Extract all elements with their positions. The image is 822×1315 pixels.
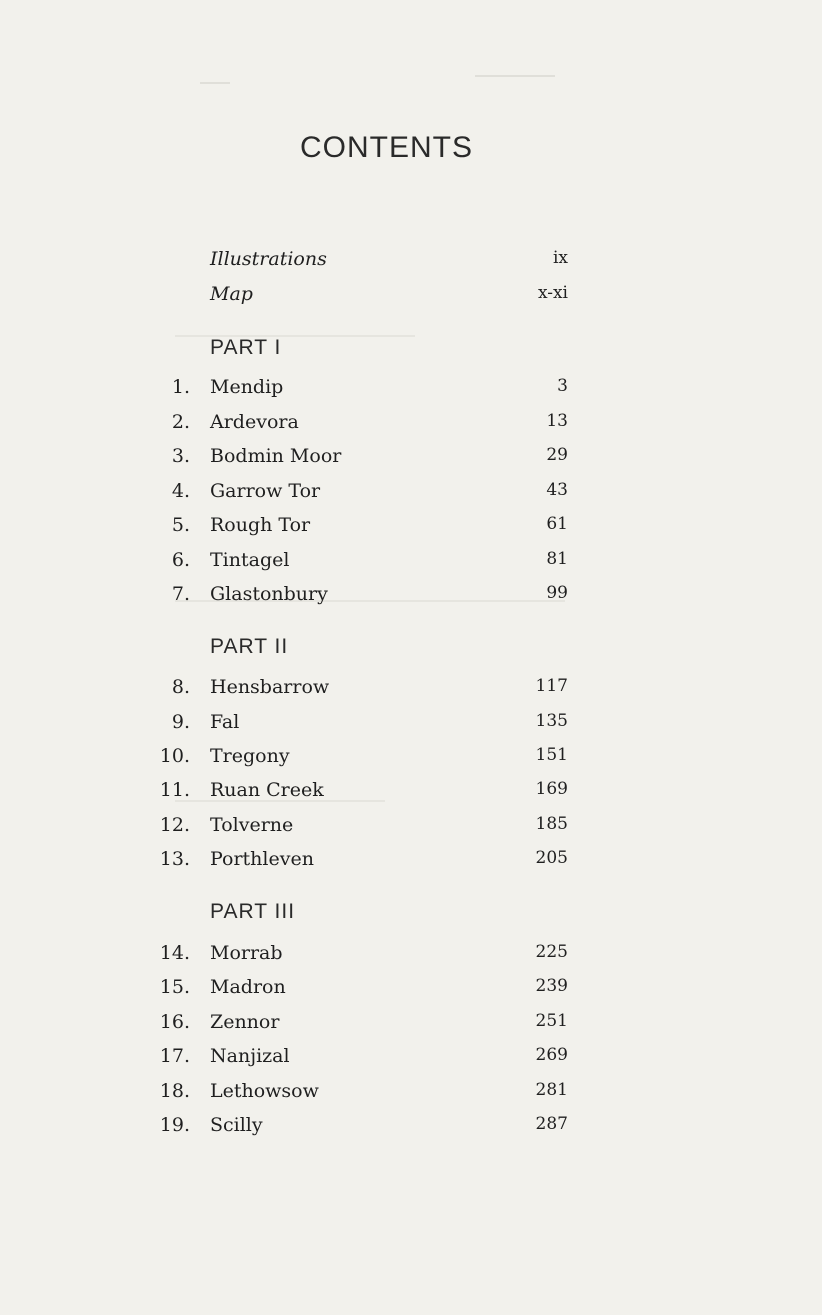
chapter-page: 135 [535, 711, 568, 731]
chapter-page: 61 [546, 514, 568, 534]
show-through-mark [200, 82, 230, 84]
chapter-page: 13 [546, 411, 568, 431]
chapter-title: Garrow Tor [210, 480, 321, 502]
chapter-number: 14. [159, 942, 190, 964]
chapter-page: 81 [546, 549, 568, 569]
chapter-page: 117 [535, 676, 568, 696]
chapter-number: 12. [159, 814, 190, 836]
toc-entry[interactable] [150, 1045, 570, 1075]
entry-title: Illustrations [210, 248, 327, 270]
toc-entry[interactable] [150, 480, 570, 510]
toc-entry[interactable] [150, 779, 570, 809]
chapter-number: 5. [171, 514, 190, 536]
chapter-title: Ruan Creek [210, 779, 324, 801]
part-heading: PART II [210, 635, 289, 658]
toc-entry[interactable] [150, 976, 570, 1006]
chapter-number: 2. [171, 411, 190, 433]
chapter-page: 3 [557, 376, 568, 396]
toc-entry-illustrations[interactable] [150, 248, 570, 278]
chapter-number: 1. [171, 376, 190, 398]
chapter-page: 269 [535, 1045, 568, 1065]
chapter-title: Fal [210, 711, 240, 733]
chapter-title: Tintagel [210, 549, 290, 571]
chapter-title: Rough Tor [210, 514, 311, 536]
chapter-number: 17. [159, 1045, 190, 1067]
chapter-page: 239 [535, 976, 568, 996]
toc-entry[interactable] [150, 583, 570, 613]
toc-entry[interactable] [150, 676, 570, 706]
chapter-title: Ardevora [210, 411, 299, 433]
chapter-page: 29 [546, 445, 568, 465]
chapter-title: Hensbarrow [210, 676, 330, 698]
toc-entry[interactable] [150, 376, 570, 406]
chapter-number: 6. [171, 549, 190, 571]
toc-entry[interactable] [150, 1011, 570, 1041]
part-heading: PART I [210, 336, 282, 359]
chapter-number: 3. [171, 445, 190, 467]
toc-entry[interactable] [150, 1114, 570, 1144]
show-through-mark [475, 75, 555, 77]
chapter-page: 205 [535, 848, 568, 868]
chapter-page: 99 [546, 583, 568, 603]
chapter-number: 19. [159, 1114, 190, 1136]
entry-title: Map [210, 283, 253, 305]
toc-entry[interactable] [150, 1080, 570, 1110]
chapter-title: Zennor [210, 1011, 280, 1033]
chapter-number: 11. [159, 779, 190, 801]
toc-entry[interactable] [150, 814, 570, 844]
toc-entry[interactable] [150, 549, 570, 579]
toc-entry[interactable] [150, 745, 570, 775]
chapter-number: 13. [159, 848, 190, 870]
chapter-title: Lethowsow [210, 1080, 319, 1102]
chapter-number: 16. [159, 1011, 190, 1033]
page-title: CONTENTS [300, 131, 473, 164]
toc-entry[interactable] [150, 711, 570, 741]
entry-page: ix [552, 248, 568, 268]
chapter-page: 281 [535, 1080, 568, 1100]
toc-entry[interactable] [150, 445, 570, 475]
part-heading: PART III [210, 900, 296, 923]
toc-entry[interactable] [150, 411, 570, 441]
chapter-title: Mendip [210, 376, 284, 398]
chapter-page: 225 [535, 942, 568, 962]
chapter-page: 251 [535, 1011, 568, 1031]
chapter-page: 151 [535, 745, 568, 765]
chapter-page: 43 [546, 480, 568, 500]
chapter-title: Glastonbury [210, 583, 328, 605]
chapter-title: Tregony [210, 745, 290, 767]
chapter-title: Madron [210, 976, 286, 998]
chapter-number: 10. [159, 745, 190, 767]
chapter-title: Nanjizal [210, 1045, 290, 1067]
toc-entry[interactable] [150, 942, 570, 972]
chapter-number: 4. [171, 480, 190, 502]
entry-page: x-xi [537, 283, 568, 303]
toc-entry[interactable] [150, 848, 570, 878]
chapter-page: 169 [535, 779, 568, 799]
chapter-number: 8. [171, 676, 190, 698]
chapter-title: Morrab [210, 942, 283, 964]
chapter-number: 7. [171, 583, 190, 605]
chapter-title: Scilly [210, 1114, 263, 1136]
chapter-page: 185 [535, 814, 568, 834]
chapter-title: Bodmin Moor [210, 445, 342, 467]
chapter-number: 15. [159, 976, 190, 998]
chapter-number: 18. [159, 1080, 190, 1102]
chapter-title: Porthleven [210, 848, 314, 870]
toc-entry-map[interactable] [150, 283, 570, 313]
chapter-number: 9. [171, 711, 190, 733]
toc-entry[interactable] [150, 514, 570, 544]
chapter-page: 287 [535, 1114, 568, 1134]
chapter-title: Tolverne [210, 814, 294, 836]
